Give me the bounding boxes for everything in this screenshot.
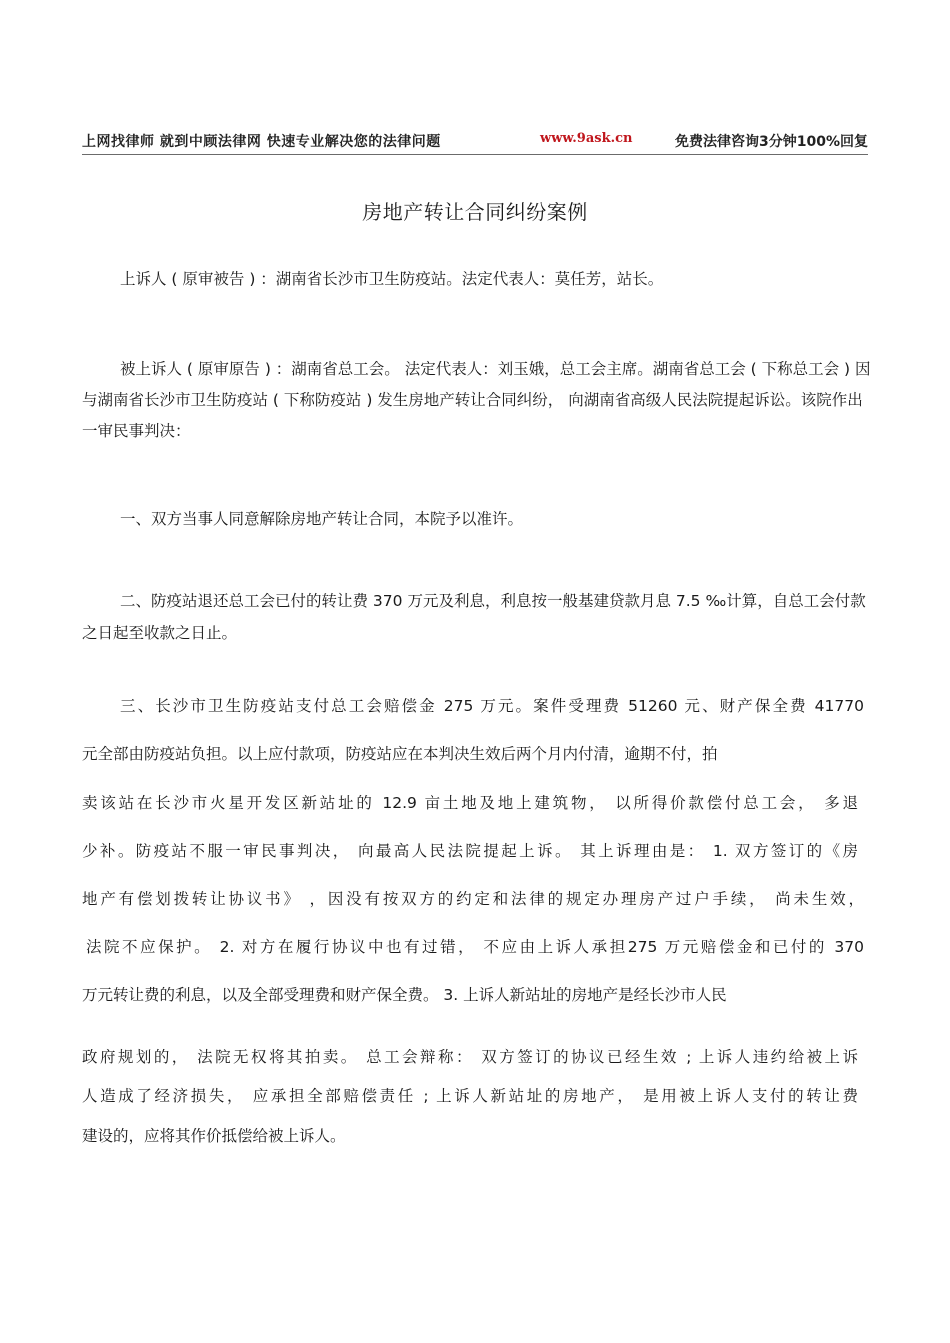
header-consult-text: 免费法律咨询3分钟100%回复: [675, 134, 868, 150]
paragraph-ruling-3-line: 万元转让费的利息，以及全部受理费和财产保全费。 3. 上诉人新站址的房地产是经长沙市人民: [82, 986, 727, 1004]
header-slogan: 上网找律师 就到中顾法律网 快速专业解决您的法律问题: [82, 134, 441, 150]
paragraph-ruling-3-line: 三、长沙市卫生防疫站支付总工会赔偿金 275 万元。案件受理费 51260 元、财产保全费 41770: [120, 697, 864, 715]
paragraph-ruling-1: 一、双方当事人同意解除房地产转让合同，本院予以准许。: [120, 510, 524, 528]
paragraph-ruling-3-line: 卖该站在长沙市火星开发区新站址的 12.9 亩土地及地上建筑物， 以所得价款偿付总工会， 多退: [82, 794, 858, 812]
paragraph-defense-line: 政府规划的， 法院无权将其拍卖。 总工会辩称： 双方签订的协议已经生效 ; 上诉人违约给被上诉: [82, 1048, 858, 1066]
paragraph-defense-line: 建设的，应将其作价抵偿给被上诉人。: [82, 1127, 346, 1145]
paragraph-defense-line: 人造成了经济损失， 应承担全部赔偿责任 ; 上诉人新站址的房地产， 是用被上诉人支付的转让费: [82, 1087, 858, 1105]
document-title: 房地产转让合同纠纷案例: [362, 200, 588, 224]
paragraph-ruling-3-line: 法院不应保护。 2. 对方在履行协议中也有过错， 不应由上诉人承担275 万元赔偿金和已付的 370: [86, 938, 864, 956]
paragraph-ruling-3-line: 地产有偿划拨转让协议书》 ，因没有按双方的约定和法律的规定办理房产过户手续， 尚未生效，: [82, 890, 864, 908]
page-header-banner: [82, 128, 868, 155]
paragraph-ruling-3-line: 少补。防疫站不服一审民事判决， 向最高人民法院提起上诉。 其上诉理由是： 1. 双方签订的《房: [82, 842, 858, 860]
paragraph-appellant: 上诉人 ( 原审被告 ) ：湖南省长沙市卫生防疫站。法定代表人：莫任芳，站长。: [120, 270, 664, 288]
paragraph-ruling-3-line: 元全部由防疫站负担。以上应付款项，防疫站应在本判决生效后两个月内付清，逾期不付，拍: [82, 745, 718, 763]
paragraph-ruling-2: 二、防疫站退还总工会已付的转让费 370 万元及利息，利息按一般基建贷款月息 7.5 ‰计算，自总工会付款之日起至收款之日止。: [82, 592, 866, 642]
header-site-link[interactable]: www.9ask.cn: [540, 131, 633, 146]
paragraph-appellee: 被上诉人 ( 原审原告 ) ：湖南省总工会。 法定代表人：刘玉娥，总工会主席。湖南省总工会 ( 下称总工会 ) 因与湖南省长沙市卫生防疫站 ( 下称防疫站 ) 发生房地产转让合同纠纷， 向湖南省高级人民法院提起诉讼。该院作出一审民事判决：: [82, 360, 871, 440]
